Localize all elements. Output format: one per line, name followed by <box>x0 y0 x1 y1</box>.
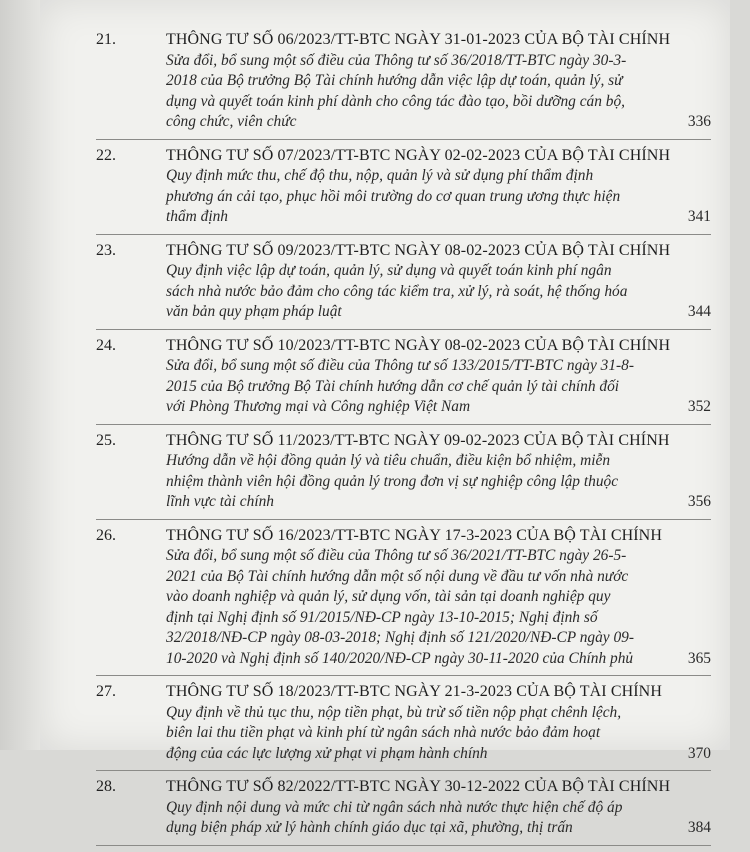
entry-title: THÔNG TƯ SỐ 82/2022/TT-BTC NGÀY 30-12-2022 CỦA BỘ TÀI CHÍNH <box>166 778 671 795</box>
table-of-contents <box>96 30 711 852</box>
page-number: 370 <box>687 744 711 762</box>
page-number: 356 <box>687 493 711 510</box>
entry-title: THÔNG TƯ SỐ 06/2023/TT-BTC NGÀY 31-01-2023 CỦA BỘ TÀI CHÍNH <box>166 31 671 48</box>
entry-divider <box>96 424 711 425</box>
entry-body <box>166 30 711 133</box>
description-line <box>166 397 711 418</box>
entry-number: 26. <box>96 526 116 544</box>
toc-entry <box>96 146 711 235</box>
description-text: thẩm định <box>166 208 228 225</box>
description-line <box>166 282 699 303</box>
description-line <box>166 587 699 608</box>
toc-entry <box>96 241 711 330</box>
description-line <box>166 472 699 493</box>
description-text: Quy định nội dung và mức chi từ ngân sách nhà nước thực hiện chế độ áp <box>166 798 623 816</box>
description-line <box>166 451 699 472</box>
description-line <box>166 744 711 765</box>
description-line <box>166 356 699 377</box>
description-line <box>166 112 711 133</box>
description-text: động của các lực lượng xử phạt vi phạm hành chính <box>166 744 488 762</box>
description-text: 2021 của Bộ Tài chính hướng dẫn một số nội dung về đầu tư vốn nhà nước <box>166 567 629 585</box>
description-text: lĩnh vực tài chính <box>166 493 274 510</box>
description-line <box>166 261 699 282</box>
entry-body <box>166 431 711 513</box>
entry-body <box>166 682 711 764</box>
description-line <box>166 92 699 113</box>
entry-body <box>166 777 711 839</box>
description-text: dụng biện pháp xử lý hành chính giáo dục tại xã, phường, thị trấn <box>166 819 573 836</box>
entry-divider <box>96 519 711 520</box>
toc-entry <box>96 431 711 520</box>
entry-description <box>166 798 711 839</box>
entry-body <box>166 336 711 418</box>
entry-title: THÔNG TƯ SỐ 18/2023/TT-BTC NGÀY 21-3-2023 CỦA BỘ TÀI CHÍNH <box>166 683 662 700</box>
description-text: với Phòng Thương mại và Công nghiệp Việt Nam <box>166 398 471 415</box>
entry-description <box>166 703 711 765</box>
description-line <box>166 207 711 228</box>
description-text: 10-2020 và Nghị định số 140/2020/NĐ-CP ngày 30-11-2020 của Chính phủ <box>166 649 634 667</box>
entry-body <box>166 241 711 323</box>
description-text: phương án cải tạo, phục hồi môi trường do cơ quan trung ương thực hiện <box>166 187 621 205</box>
description-text: 32/2018/NĐ-CP ngày 08-03-2018; Nghị định số 121/2020/NĐ-CP ngày 09- <box>166 629 634 646</box>
description-text: Quy định mức thu, chế độ thu, nộp, quản lý và sử dụng phí thẩm định <box>166 167 594 184</box>
description-line <box>166 302 711 323</box>
description-text: công chức, viên chức <box>166 113 297 130</box>
description-line <box>166 546 699 567</box>
toc-entry <box>96 526 711 677</box>
entry-description <box>166 166 711 228</box>
description-line <box>166 377 699 398</box>
description-line <box>166 492 711 513</box>
page-number: 365 <box>687 649 711 667</box>
page-number: 384 <box>687 819 711 836</box>
entry-divider <box>96 139 711 140</box>
entry-body <box>166 146 711 228</box>
description-text: 2018 của Bộ trưởng Bộ Tài chính hướng dẫn việc lập dự toán, quản lý, sử <box>166 72 623 89</box>
entry-divider <box>96 845 711 846</box>
description-line <box>166 818 711 839</box>
entry-divider <box>96 329 711 330</box>
description-text: Sửa đổi, bổ sung một số điều của Thông tư số 36/2021/TT-BTC ngày 26-5- <box>166 547 627 564</box>
entry-title: THÔNG TƯ SỐ 07/2023/TT-BTC NGÀY 02-02-2023 CỦA BỘ TÀI CHÍNH <box>166 146 671 164</box>
description-line <box>166 608 699 629</box>
entry-number: 24. <box>96 336 116 354</box>
description-line <box>166 71 699 92</box>
description-text: vào doanh nghiệp và quản lý, sử dụng vốn, tài sản tại doanh nghiệp quy <box>166 588 611 605</box>
entry-number: 27. <box>96 683 116 700</box>
description-text: sách nhà nước bảo đảm cho công tác kiểm tra, xử lý, rà soát, hệ thống hóa <box>166 282 628 300</box>
page-number: 336 <box>687 113 711 130</box>
page-number: 341 <box>687 208 711 225</box>
entry-title: THÔNG TƯ SỐ 11/2023/TT-BTC NGÀY 09-02-2023 CỦA BỘ TÀI CHÍNH <box>166 431 670 449</box>
entry-divider <box>96 675 711 676</box>
description-text: định tại Nghị định số 91/2015/NĐ-CP ngày 13-10-2015; Nghị định số <box>166 608 598 626</box>
description-text: Hướng dẫn về hội đồng quản lý và tiêu chuẩn, điều kiện bổ nhiệm, miễn <box>166 452 611 469</box>
description-text: dụng và quyết toán kinh phí dành cho công tác đào tạo, bồi dưỡng cán bộ, <box>166 92 626 110</box>
description-line <box>166 51 699 72</box>
page-number: 352 <box>687 398 711 415</box>
entry-description <box>166 51 711 133</box>
description-text: Sửa đổi, bổ sung một số điều của Thông tư số 133/2015/TT-BTC ngày 31-8- <box>166 357 634 374</box>
entry-description <box>166 261 711 323</box>
entry-number: 23. <box>96 241 116 259</box>
page-number: 344 <box>687 303 711 320</box>
entry-number: 25. <box>96 431 116 449</box>
description-text: biên lai thu tiền phạt và kinh phí từ ngân sách nhà nước bảo đảm hoạt <box>166 724 601 741</box>
toc-entry <box>96 336 711 425</box>
description-text: văn bản quy phạm pháp luật <box>166 303 342 320</box>
toc-entry <box>96 777 711 846</box>
description-line <box>166 798 699 819</box>
entry-title: THÔNG TƯ SỐ 10/2023/TT-BTC NGÀY 08-02-2023 CỦA BỘ TÀI CHÍNH <box>166 336 671 354</box>
entry-number: 22. <box>96 146 116 164</box>
entry-number: 21. <box>96 31 116 48</box>
description-line <box>166 703 699 724</box>
description-line <box>166 723 699 744</box>
entry-number: 28. <box>96 778 116 795</box>
entry-description <box>166 356 711 418</box>
entry-title: THÔNG TƯ SỐ 16/2023/TT-BTC NGÀY 17-3-2023 CỦA BỘ TÀI CHÍNH <box>166 526 662 544</box>
description-text: nhiệm thành viên hội đồng quản lý trong đơn vị sự nghiệp công lập thuộc <box>166 472 619 490</box>
entry-divider <box>96 234 711 235</box>
description-line <box>166 166 699 187</box>
entry-title: THÔNG TƯ SỐ 09/2023/TT-BTC NGÀY 08-02-2023 CỦA BỘ TÀI CHÍNH <box>166 241 671 259</box>
entry-description <box>166 546 711 669</box>
description-line <box>166 628 699 649</box>
entry-body <box>166 526 711 670</box>
description-line <box>166 567 699 588</box>
description-text: Quy định việc lập dự toán, quản lý, sử dụng và quyết toán kinh phí ngân <box>166 262 612 279</box>
description-line <box>166 649 711 670</box>
toc-entry <box>96 30 711 140</box>
entry-divider <box>96 770 711 771</box>
description-text: Quy định về thủ tục thu, nộp tiền phạt, bù trừ số tiền nộp phạt chênh lệch, <box>166 703 622 721</box>
description-text: 2015 của Bộ trưởng Bộ Tài chính hướng dẫn cơ chế quản lý tài chính đối <box>166 377 620 395</box>
description-text: Sửa đổi, bổ sung một số điều của Thông tư số 36/2018/TT-BTC ngày 30-3- <box>166 51 627 69</box>
description-line <box>166 187 699 208</box>
entry-description <box>166 451 711 513</box>
book-gutter-shadow <box>0 0 40 750</box>
toc-entry <box>96 682 711 771</box>
